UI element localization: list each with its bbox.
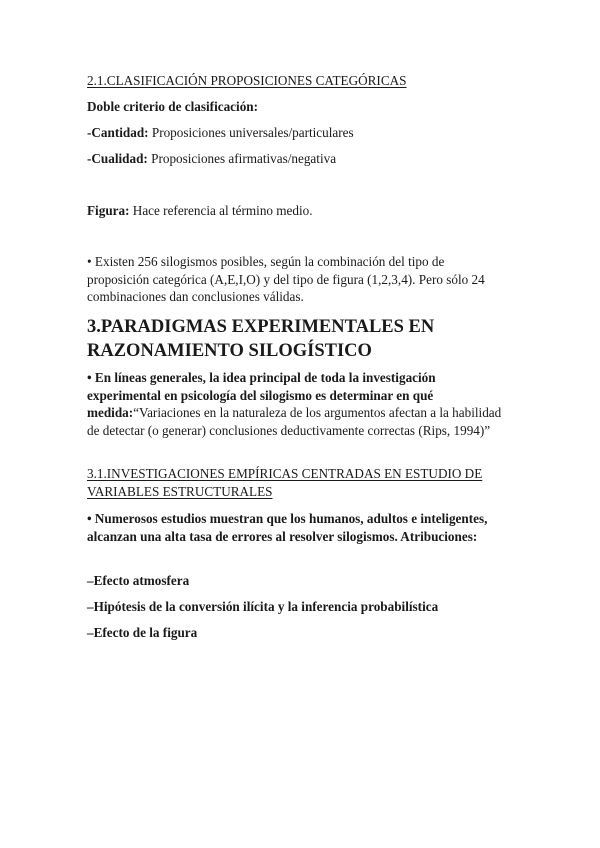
list-item-hipotesis-conversion: –Hipótesis de la conversión ilícita y la inferencia probabilística [87,599,439,614]
estudios-paragraph: • Numerosos estudios muestran que los humanos, adultos e inteligentes, alcanzan una alta tasa de errores al resolver silogismos. Atribuciones: [87,511,488,544]
cualidad-line [87,150,336,168]
idea-principal-text: • En líneas generales, la idea principal de toda la investigación experimental en psicología del silogismo es determinar en qué medida: [87,370,436,420]
idea-principal-paragraph [87,369,507,439]
section-3-1-heading: 3.1.INVESTIGACIONES EMPÍRICAS CENTRADAS EN ESTUDIO DE VARIABLES ESTRUCTURALES [87,466,483,499]
silogismos-paragraph: • Existen 256 silogismos posibles, según la combinación del tipo de proposición categórica (A,E,I,O) y del tipo de figura (1,2,3,4). Pero sólo 24 combinaciones dan conclusiones válidas. [87,254,485,304]
list-item-efecto-atmosfera: –Efecto atmosfera [87,573,190,588]
cantidad-label: -Cantidad: [87,125,149,140]
section-2-1-heading: 2.1.CLASIFICACIÓN PROPOSICIONES CATEGÓRICAS [87,73,407,88]
cualidad-label: -Cualidad: [87,151,148,166]
cantidad-line [87,124,354,142]
list-item-efecto-figura: –Efecto de la figura [87,625,198,640]
figura-label: Figura: [87,203,130,218]
idea-principal-quote: “Variaciones en la naturaleza de los argumentos afectan a la habilidad de detectar (o generar) conclusiones deductivamente correctas (Rips, 1994)” [87,405,502,438]
figura-line [87,202,313,220]
section-3-heading: 3.PARADIGMAS EXPERIMENTALES EN RAZONAMIENTO SILOGÍSTICO [87,317,435,361]
cantidad-text: Proposiciones universales/particulares [148,125,354,140]
cualidad-text: Proposiciones afirmativas/negativa [147,151,337,166]
criteria-line: Doble criterio de clasificación: [87,99,259,114]
figura-text: Hace referencia al término medio. [129,203,313,218]
